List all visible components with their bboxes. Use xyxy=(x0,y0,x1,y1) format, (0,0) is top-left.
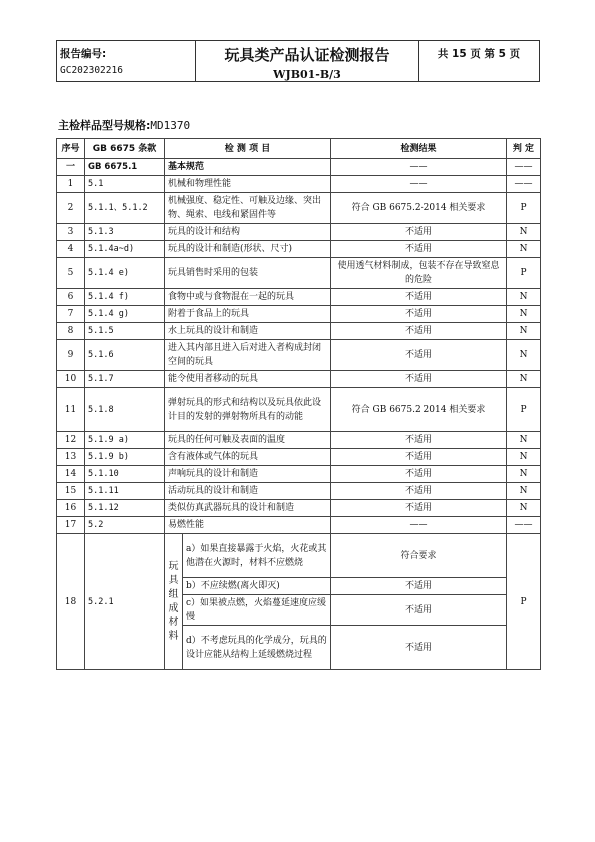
table-row xyxy=(57,193,541,224)
row-result: 不适用 xyxy=(331,449,507,466)
row-clause: 5.1.11 xyxy=(85,483,165,500)
row-item: 弹射玩具的形式和结构以及玩具依此设计目的发射的弹射物所具有的动能 xyxy=(165,388,331,432)
row-number: 14 xyxy=(57,466,85,483)
subitem-result: 符合要求 xyxy=(331,534,507,578)
row-number: 13 xyxy=(57,449,85,466)
header-verdict: 判 定 xyxy=(507,139,541,159)
report-number: GC202302216 xyxy=(60,65,123,76)
row-number: 4 xyxy=(57,241,85,258)
row-number: 3 xyxy=(57,224,85,241)
row-verdict: P xyxy=(507,258,541,289)
subitem-text: b）不应续燃(离火即灭) xyxy=(183,578,331,595)
report-number-cell xyxy=(57,41,196,82)
row-result: 不适用 xyxy=(331,466,507,483)
header-result: 检测结果 xyxy=(331,139,507,159)
row-item: 声响玩具的设计和制造 xyxy=(165,466,331,483)
row-clause: 5.1.4a~d) xyxy=(85,241,165,258)
table-row xyxy=(57,517,541,534)
row-number: 9 xyxy=(57,340,85,371)
row-result: 不适用 xyxy=(331,500,507,517)
row-clause: 5.1.10 xyxy=(85,466,165,483)
row-verdict: N xyxy=(507,289,541,306)
row-result: 不适用 xyxy=(331,371,507,388)
header-clause: GB 6675 条款 xyxy=(85,139,165,159)
row-result: 不适用 xyxy=(331,340,507,371)
row-result: 不适用 xyxy=(331,241,507,258)
subitem-text: c）如果被点燃，火焰蔓延速度应缓慢 xyxy=(183,595,331,626)
row-verdict: N xyxy=(507,340,541,371)
row-item: 附着于食品上的玩具 xyxy=(165,306,331,323)
table-row xyxy=(57,500,541,517)
table-header-row xyxy=(57,139,541,159)
row-verdict: P xyxy=(507,534,541,670)
table-row xyxy=(57,176,541,193)
row-verdict: N xyxy=(507,432,541,449)
row-number: 2 xyxy=(57,193,85,224)
subitem-result: 不适用 xyxy=(331,578,507,595)
row-clause: 5.1 xyxy=(85,176,165,193)
subitem-result: 不适用 xyxy=(331,595,507,626)
sample-model-value: MD1370 xyxy=(150,119,191,132)
row-item: 含有液体或气体的玩具 xyxy=(165,449,331,466)
row-clause: 5.2.1 xyxy=(85,534,165,670)
row-item: 进入其内部且进入后对进入者构成封闭空间的玩具 xyxy=(165,340,331,371)
row-item: 食物中或与食物混在一起的玩具 xyxy=(165,289,331,306)
row-item: 玩具的设计和结构 xyxy=(165,224,331,241)
row-number: 7 xyxy=(57,306,85,323)
row-result: —— xyxy=(331,176,507,193)
row-number: 一 xyxy=(57,159,85,176)
document-title: 玩具类产品认证检测报告 xyxy=(224,46,390,64)
row-verdict: P xyxy=(507,388,541,432)
report-number-label: 报告编号: xyxy=(60,48,107,60)
sample-model-label: 主检样品型号规格: xyxy=(58,119,151,132)
row-verdict: —— xyxy=(507,176,541,193)
row-number: 1 xyxy=(57,176,85,193)
table-row xyxy=(57,289,541,306)
row-verdict: N xyxy=(507,224,541,241)
row-number: 8 xyxy=(57,323,85,340)
row-number: 18 xyxy=(57,534,85,670)
row-item: 玩具的任何可触及表面的温度 xyxy=(165,432,331,449)
report-header xyxy=(56,40,540,82)
row-item: 水上玩具的设计和制造 xyxy=(165,323,331,340)
row-item: 基本规范 xyxy=(165,159,331,176)
row-verdict: N xyxy=(507,483,541,500)
row-verdict: P xyxy=(507,193,541,224)
row-result: 符合 GB 6675.2 2014 相关要求 xyxy=(331,388,507,432)
row-result: 使用透气材料制成，包装不存在导致窒息的危险 xyxy=(331,258,507,289)
row-clause: 5.1.7 xyxy=(85,371,165,388)
subitem-text: d）不考虑玩具的化学成分，玩具的设计应能从结构上延缓燃烧过程 xyxy=(183,626,331,670)
row-clause: 5.1.5 xyxy=(85,323,165,340)
row-clause: 5.1.12 xyxy=(85,500,165,517)
row-result: 不适用 xyxy=(331,323,507,340)
row-result: 不适用 xyxy=(331,306,507,323)
row-number: 10 xyxy=(57,371,85,388)
row-verdict: N xyxy=(507,323,541,340)
row-clause: 5.2 xyxy=(85,517,165,534)
table-row xyxy=(57,224,541,241)
row-result: 不适用 xyxy=(331,289,507,306)
row-number: 17 xyxy=(57,517,85,534)
row-item: 能令使用者移动的玩具 xyxy=(165,371,331,388)
row-clause: 5.1.9 a) xyxy=(85,432,165,449)
row-clause: 5.1.4 e) xyxy=(85,258,165,289)
row-verdict: N xyxy=(507,241,541,258)
table-body xyxy=(57,159,541,670)
row-verdict: N xyxy=(507,466,541,483)
row-result: 不适用 xyxy=(331,483,507,500)
material-group-label: 玩具组成材料 xyxy=(165,534,183,670)
row-result: 不适用 xyxy=(331,432,507,449)
table-row xyxy=(57,241,541,258)
sample-model xyxy=(58,117,190,133)
row-number: 6 xyxy=(57,289,85,306)
row-number: 5 xyxy=(57,258,85,289)
row-item: 易燃性能 xyxy=(165,517,331,534)
row-verdict: N xyxy=(507,371,541,388)
row-item: 机械和物理性能 xyxy=(165,176,331,193)
row-result: —— xyxy=(331,517,507,534)
table-row xyxy=(57,449,541,466)
page-info-cell xyxy=(419,41,540,82)
row-verdict: —— xyxy=(507,159,541,176)
row-clause: 5.1.3 xyxy=(85,224,165,241)
row-clause: 5.1.1、5.1.2 xyxy=(85,193,165,224)
row-item: 类似仿真武器玩具的设计和制造 xyxy=(165,500,331,517)
table-row xyxy=(57,323,541,340)
table-row xyxy=(57,371,541,388)
table-row xyxy=(57,432,541,449)
table-row xyxy=(57,388,541,432)
row-item: 机械强度、稳定性、可触及边缘、突出物、绳索、电线和紧固件等 xyxy=(165,193,331,224)
row-clause: 5.1.9 b) xyxy=(85,449,165,466)
row-item: 玩具的设计和制造(形状、尺寸) xyxy=(165,241,331,258)
table-row xyxy=(57,258,541,289)
row-number: 15 xyxy=(57,483,85,500)
row-clause: 5.1.6 xyxy=(85,340,165,371)
table-row xyxy=(57,483,541,500)
row-verdict: —— xyxy=(507,517,541,534)
row-item: 活动玩具的设计和制造 xyxy=(165,483,331,500)
table-row xyxy=(57,306,541,323)
test-results-table xyxy=(56,138,541,670)
row-clause: GB 6675.1 xyxy=(85,159,165,176)
row-number: 12 xyxy=(57,432,85,449)
row-result: 符合 GB 6675.2-2014 相关要求 xyxy=(331,193,507,224)
row-clause: 5.1.4 f) xyxy=(85,289,165,306)
row-verdict: N xyxy=(507,449,541,466)
row-clause: 5.1.8 xyxy=(85,388,165,432)
subitem-result: 不适用 xyxy=(331,626,507,670)
row-item: 玩具销售时采用的包装 xyxy=(165,258,331,289)
row-result: 不适用 xyxy=(331,224,507,241)
row-verdict: N xyxy=(507,306,541,323)
table-row xyxy=(57,466,541,483)
row-number: 11 xyxy=(57,388,85,432)
row-result: —— xyxy=(331,159,507,176)
table-row xyxy=(57,534,541,578)
document-code: WJB01-B/3 xyxy=(273,68,341,81)
header-item: 检 测 项 目 xyxy=(165,139,331,159)
title-cell xyxy=(196,41,419,82)
row-clause: 5.1.4 g) xyxy=(85,306,165,323)
header-no: 序号 xyxy=(57,139,85,159)
row-verdict: N xyxy=(507,500,541,517)
table-row xyxy=(57,159,541,176)
subitem-text: a）如果直接暴露于火焰，火花或其他潜在火源时，材料不应燃烧 xyxy=(183,534,331,578)
page-info: 共 15 页 第 5 页 xyxy=(437,48,521,60)
row-number: 16 xyxy=(57,500,85,517)
table-row xyxy=(57,340,541,371)
